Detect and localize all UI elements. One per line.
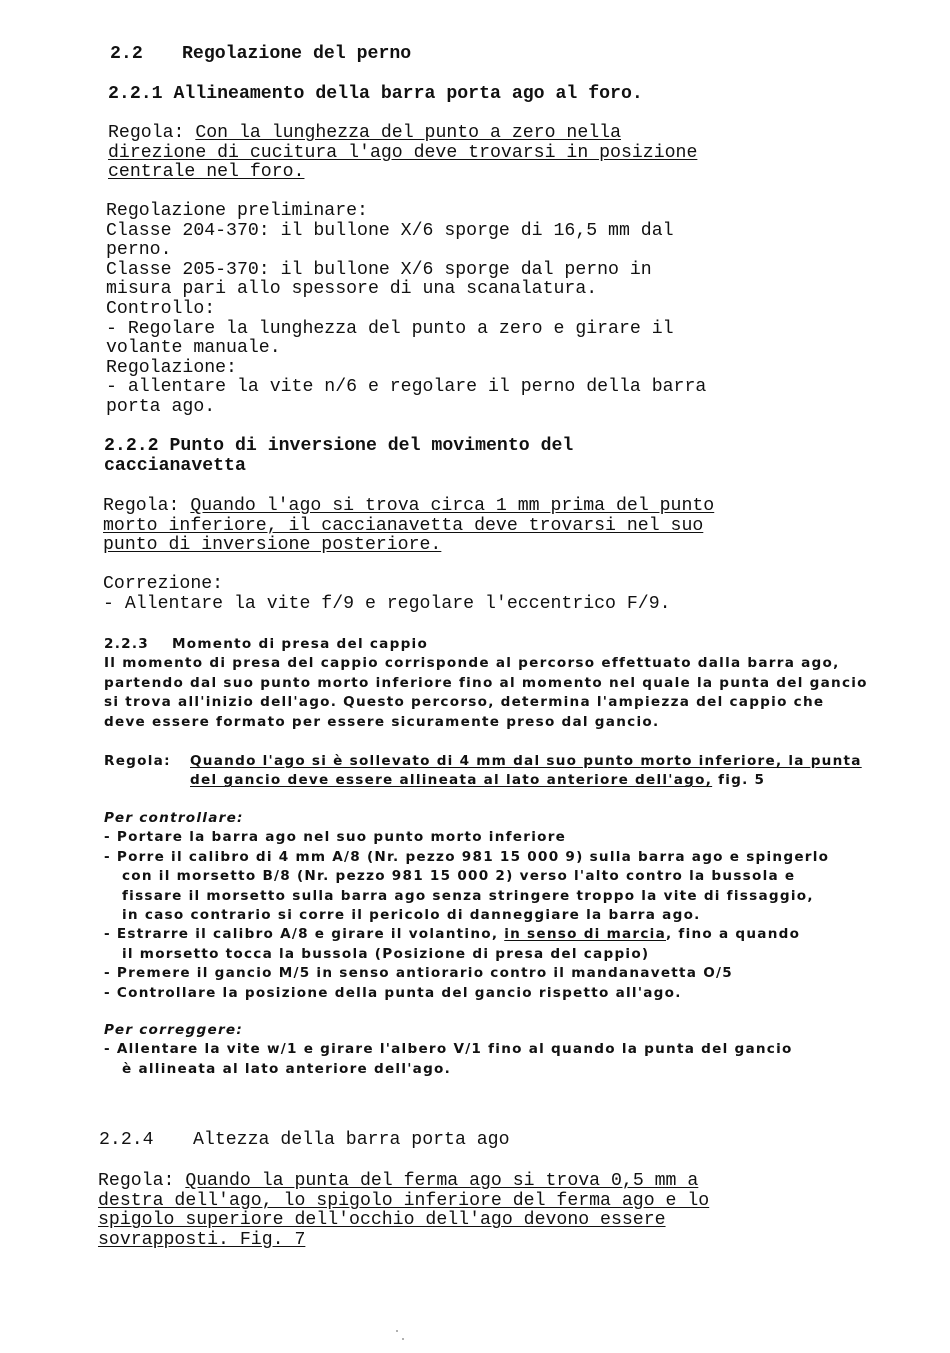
intro-line: Il momento di presa del cappio corrisponde al percorso effettuato dalla barra ago, (104, 655, 840, 672)
section-title: Regolazione del perno (182, 44, 412, 64)
intro-line: si trova all'inizio dell'ago. Questo percorso, determina l'ampiezza del cappio che (104, 694, 825, 711)
body-line: perno. (106, 240, 172, 261)
rule-text-line: Con la lunghezza del punto a zero nella (195, 123, 621, 143)
section-2-2-3-heading (104, 635, 868, 654)
rule-text-line: Quando l'ago si trova circa 1 mm prima del punto (190, 496, 715, 516)
body-line: Controllo: (106, 298, 216, 319)
correct-title: Per correggere: (104, 1022, 244, 1038)
rule-label: Regola: (103, 496, 180, 516)
check-title: Per controllare: (104, 810, 244, 826)
body-line: - allentare la vite n/6 e regolare il perno della barra (106, 377, 707, 398)
scan-speck (396, 1330, 398, 1332)
check-line: - Controllare la posizione della punta del gancio rispetto all'ago. (104, 984, 682, 1001)
rule-label: Regola: (104, 753, 171, 769)
rule-label: Regola: (98, 1171, 175, 1191)
section-2-2-3-correct (104, 1021, 793, 1079)
rule-label: Regola: (108, 123, 185, 143)
section-2-2-3 (104, 635, 868, 732)
check-line: in caso contrario si corre il pericolo di danneggiare la barra ago. (122, 907, 701, 924)
rule-text-line: spigolo superiore dell'occhio dell'ago devono essere (98, 1210, 666, 1231)
section-2-2-heading (110, 45, 411, 65)
body-line: - Regolare la lunghezza del punto a zero e girare il (106, 318, 674, 339)
section-title-line: 2.2.2 Punto di inversione del movimento del (104, 436, 574, 456)
section-2-2-4-rule (98, 1172, 709, 1250)
body-line: Regolazione: (106, 357, 237, 378)
check-line-part: , fino a quando (666, 926, 801, 943)
rule-text-line: direzione di cucitura l'ago deve trovarsi in posizione (108, 142, 698, 163)
section-number: 2.2.3 (104, 636, 149, 652)
section-2-2-2-heading (104, 437, 573, 476)
section-2-2-1-rule (108, 124, 697, 183)
section-2-2-1-body (106, 202, 706, 418)
body-line: Classe 204-370: il bullone X/6 sporge di 16,5 mm dal (106, 220, 674, 241)
section-title-line: caccianavetta (104, 455, 246, 476)
body-line: Correzione: (103, 574, 224, 594)
rule-text-line: Quando l'ago si è sollevato di 4 mm dal suo punto morto inferiore, la punta (190, 753, 862, 769)
section-2-2-2-body (103, 575, 671, 614)
check-line: - Porre il calibro di 4 mm A/8 (Nr. pezzo 981 15 000 9) sulla barra ago e spingerlo (104, 848, 830, 865)
body-line: Classe 205-370: il bullone X/6 sporge dal perno in (106, 259, 652, 280)
section-number: 2.2 (110, 44, 143, 64)
rule-text-line: morto inferiore, il caccianavetta deve trovarsi nel suo (103, 515, 704, 536)
check-line: - Portare la barra ago nel suo punto morto inferiore (104, 829, 567, 846)
rule-text-line: del gancio deve essere allineata al lato anteriore dell'ago, (190, 772, 713, 789)
check-line: - Premere il gancio M/5 in senso antiorario contro il mandanavetta O/5 (104, 965, 733, 982)
correct-line: è allineata al lato anteriore dell'ago. (122, 1060, 452, 1077)
scan-speck (402, 1338, 404, 1340)
rule-text-line: centrale nel foro. (108, 162, 305, 183)
intro-line: partendo dal suo punto morto inferiore fino al momento nel quale la punta del gancio (104, 674, 868, 691)
intro-line: deve essere formato per essere sicuramente preso dal gancio. (104, 713, 660, 730)
check-line-underlined: in senso di marcia (504, 926, 667, 943)
correct-line: - Allentare la vite w/1 e girare l'albero V/1 fino al quando la punta del gancio (104, 1041, 793, 1058)
rule-text-line: punto di inversione posteriore. (103, 535, 442, 556)
section-2-2-4-heading (99, 1131, 510, 1151)
check-line: il morsetto tocca la bussola (Posizione di presa del cappio) (122, 945, 650, 962)
body-line: volante manuale. (106, 338, 281, 359)
check-line (104, 925, 829, 944)
rule-text-line: destra dell'ago, lo spigolo inferiore del ferma ago e lo (98, 1190, 710, 1211)
check-line: con il morsetto B/8 (Nr. pezzo 981 15 000 2) verso l'alto contro la bussola e (122, 868, 796, 885)
rule-text-line: Quando la punta del ferma ago si trova 0,5 mm a (185, 1171, 699, 1191)
section-title: Altezza della barra porta ago (193, 1130, 510, 1150)
check-line: fissare il morsetto sulla barra ago senza stringere troppo la vite di fissaggio, (122, 887, 814, 904)
body-line: misura pari allo spessore di una scanalatura. (106, 279, 598, 300)
body-line: - Allentare la vite f/9 e regolare l'eccentrico F/9. (103, 593, 671, 614)
section-2-2-2-rule (103, 497, 714, 556)
section-2-2-3-rule (104, 752, 862, 791)
section-2-2-3-check (104, 809, 829, 1003)
section-title: Momento di presa del cappio (172, 636, 429, 652)
check-line-part: - Estrarre il calibro A/8 e girare il volantino, (104, 926, 505, 943)
body-line: porta ago. (106, 396, 216, 417)
section-2-2-1-heading: 2.2.1 Allineamento della barra porta ago al foro. (108, 84, 643, 104)
figure-reference: fig. 5 (712, 772, 766, 789)
rule-text-line: sovrapposti. Fig. 7 (98, 1229, 306, 1250)
body-line: Regolazione preliminare: (106, 201, 368, 221)
section-number: 2.2.4 (99, 1130, 154, 1150)
